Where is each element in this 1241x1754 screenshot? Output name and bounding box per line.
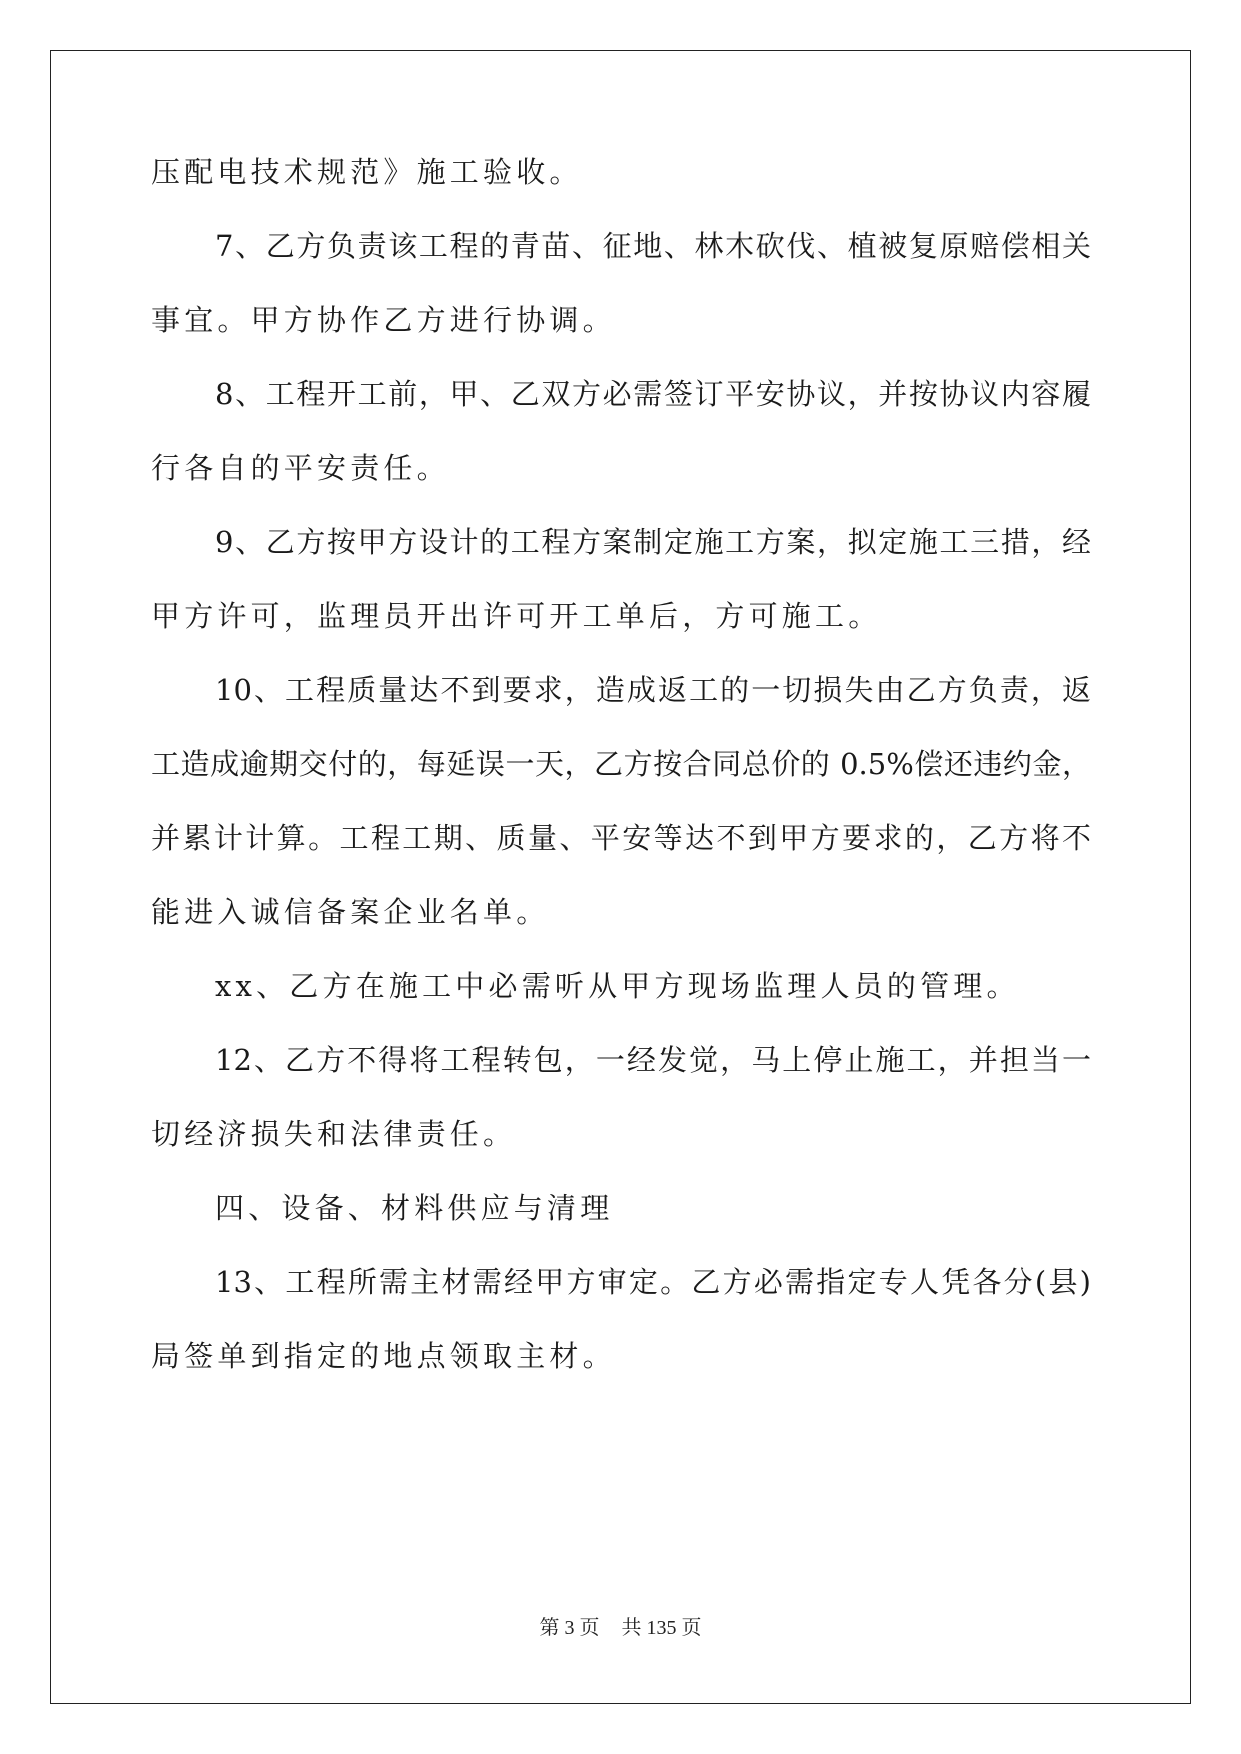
- page-number: 第 3 页: [539, 1617, 600, 1639]
- text-line: 切经济损失和法律责任。: [151, 1117, 517, 1151]
- page-footer: [0, 1614, 1241, 1642]
- text-line: 事宜。甲方协作乙方进行协调。: [151, 303, 616, 337]
- text-line: 10、工程质量达不到要求，造成返工的一切损失由乙方负责，返: [215, 673, 1091, 707]
- text-line: 13、工程所需主材需经甲方审定。乙方必需指定专人凭各分(县): [215, 1265, 1091, 1299]
- text-line: 并累计计算。工程工期、质量、平安等达不到甲方要求的，乙方将不: [151, 821, 1091, 855]
- text-line: 工造成逾期交付的，每延误一天，乙方按合同总价的 0.5%偿还违约金，: [151, 747, 1091, 781]
- text-line: 局签单到指定的地点领取主材。: [151, 1339, 616, 1373]
- text-line: 能进入诚信备案企业名单。: [151, 895, 550, 929]
- text-line: xx、乙方在施工中必需听从甲方现场监理人员的管理。: [215, 969, 1020, 1003]
- text-line: 9、乙方按甲方设计的工程方案制定施工方案，拟定施工三措，经: [215, 525, 1091, 559]
- text-line: 甲方许可，监理员开出许可开工单后，方可施工。: [151, 599, 882, 633]
- text-line: 压配电技术规范》施工验收。: [151, 155, 583, 189]
- text-line: 12、乙方不得将工程转包，一经发觉，马上停止施工，并担当一: [215, 1043, 1091, 1077]
- section-heading: 四、设备、材料供应与清理: [215, 1191, 614, 1225]
- text-line: 8、工程开工前，甲、乙双方必需签订平安协议，并按协议内容履: [215, 377, 1091, 411]
- page-border: [50, 50, 1191, 1704]
- text-line: 7、乙方负责该工程的青苗、征地、林木砍伐、植被复原赔偿相关: [215, 229, 1091, 263]
- text-line: 行各自的平安责任。: [151, 451, 450, 485]
- page-total: 共 135 页: [621, 1617, 702, 1639]
